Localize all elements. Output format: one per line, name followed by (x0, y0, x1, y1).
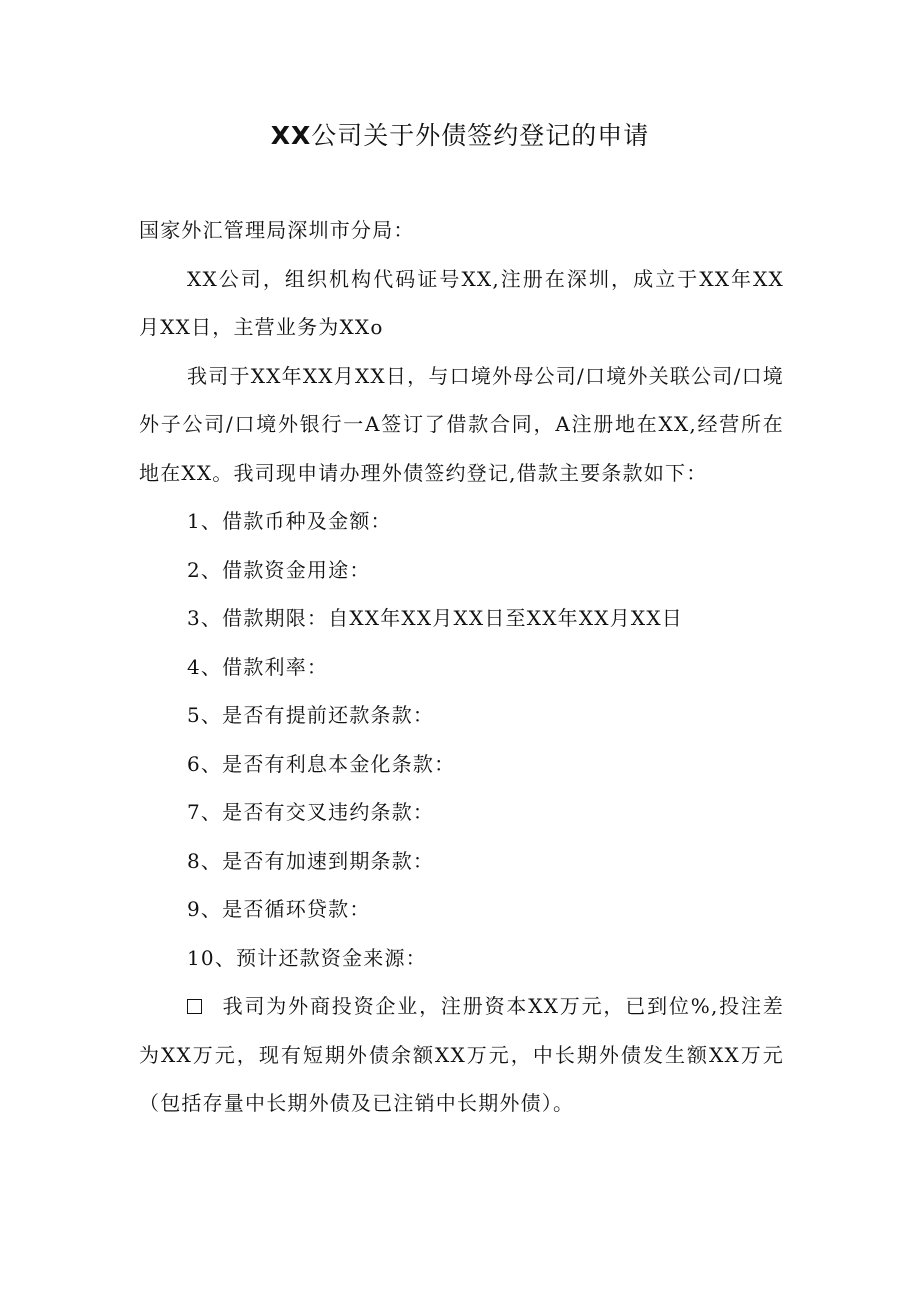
checkbox-paragraph (139, 982, 784, 1128)
list-item: 9、是否循环贷款： (187, 897, 371, 921)
list-item: 7、是否有交叉违约条款： (187, 800, 435, 824)
list-item: 5、是否有提前还款条款： (187, 703, 435, 727)
title-text: 公司关于外债签约登记的申请 (311, 121, 650, 150)
salutation: 国家外汇管理局深圳市分局： (139, 218, 415, 242)
list-item: 2、借款资金用途： (187, 557, 371, 582)
title-prefix: XX (270, 121, 312, 150)
list-item: 8、是否有加速到期条款： (187, 848, 435, 873)
document-body (139, 206, 784, 1128)
list-item: 3、借款期限：自XX年XX月XX日至XX年XX月XX日 (187, 606, 683, 630)
checkbox-paragraph-text: 我司为外商投资企业，注册资本XX万元，已到位%,投注差为XX万元，现有短期外债余额XX万元，中长期外债发生额XX万元（包括存量中长期外债及已注销中长期外债）。 (139, 994, 784, 1115)
list-item: 4、借款利率： (187, 654, 329, 679)
paragraph-intro: XX公司，组织机构代码证号XX,注册在深圳，成立于XX年XX月XX日，主营业务为XXo (139, 266, 784, 339)
checkbox-icon (187, 999, 202, 1014)
list-item: 1、借款币种及金额： (187, 509, 392, 533)
list-item: 6、是否有利息本金化条款： (187, 751, 456, 776)
paragraph-contract: 我司于XX年XX月XX日，与口境外母公司/口境外关联公司/口境外子公司/口境外银行一A签订了借款合同，A注册地在XX,经营所在地在XX。我司现申请办理外债签约登记,借款主要条款如下： (139, 363, 784, 485)
list-item: 10、预计还款资金来源： (187, 945, 427, 970)
document-title (0, 116, 920, 156)
